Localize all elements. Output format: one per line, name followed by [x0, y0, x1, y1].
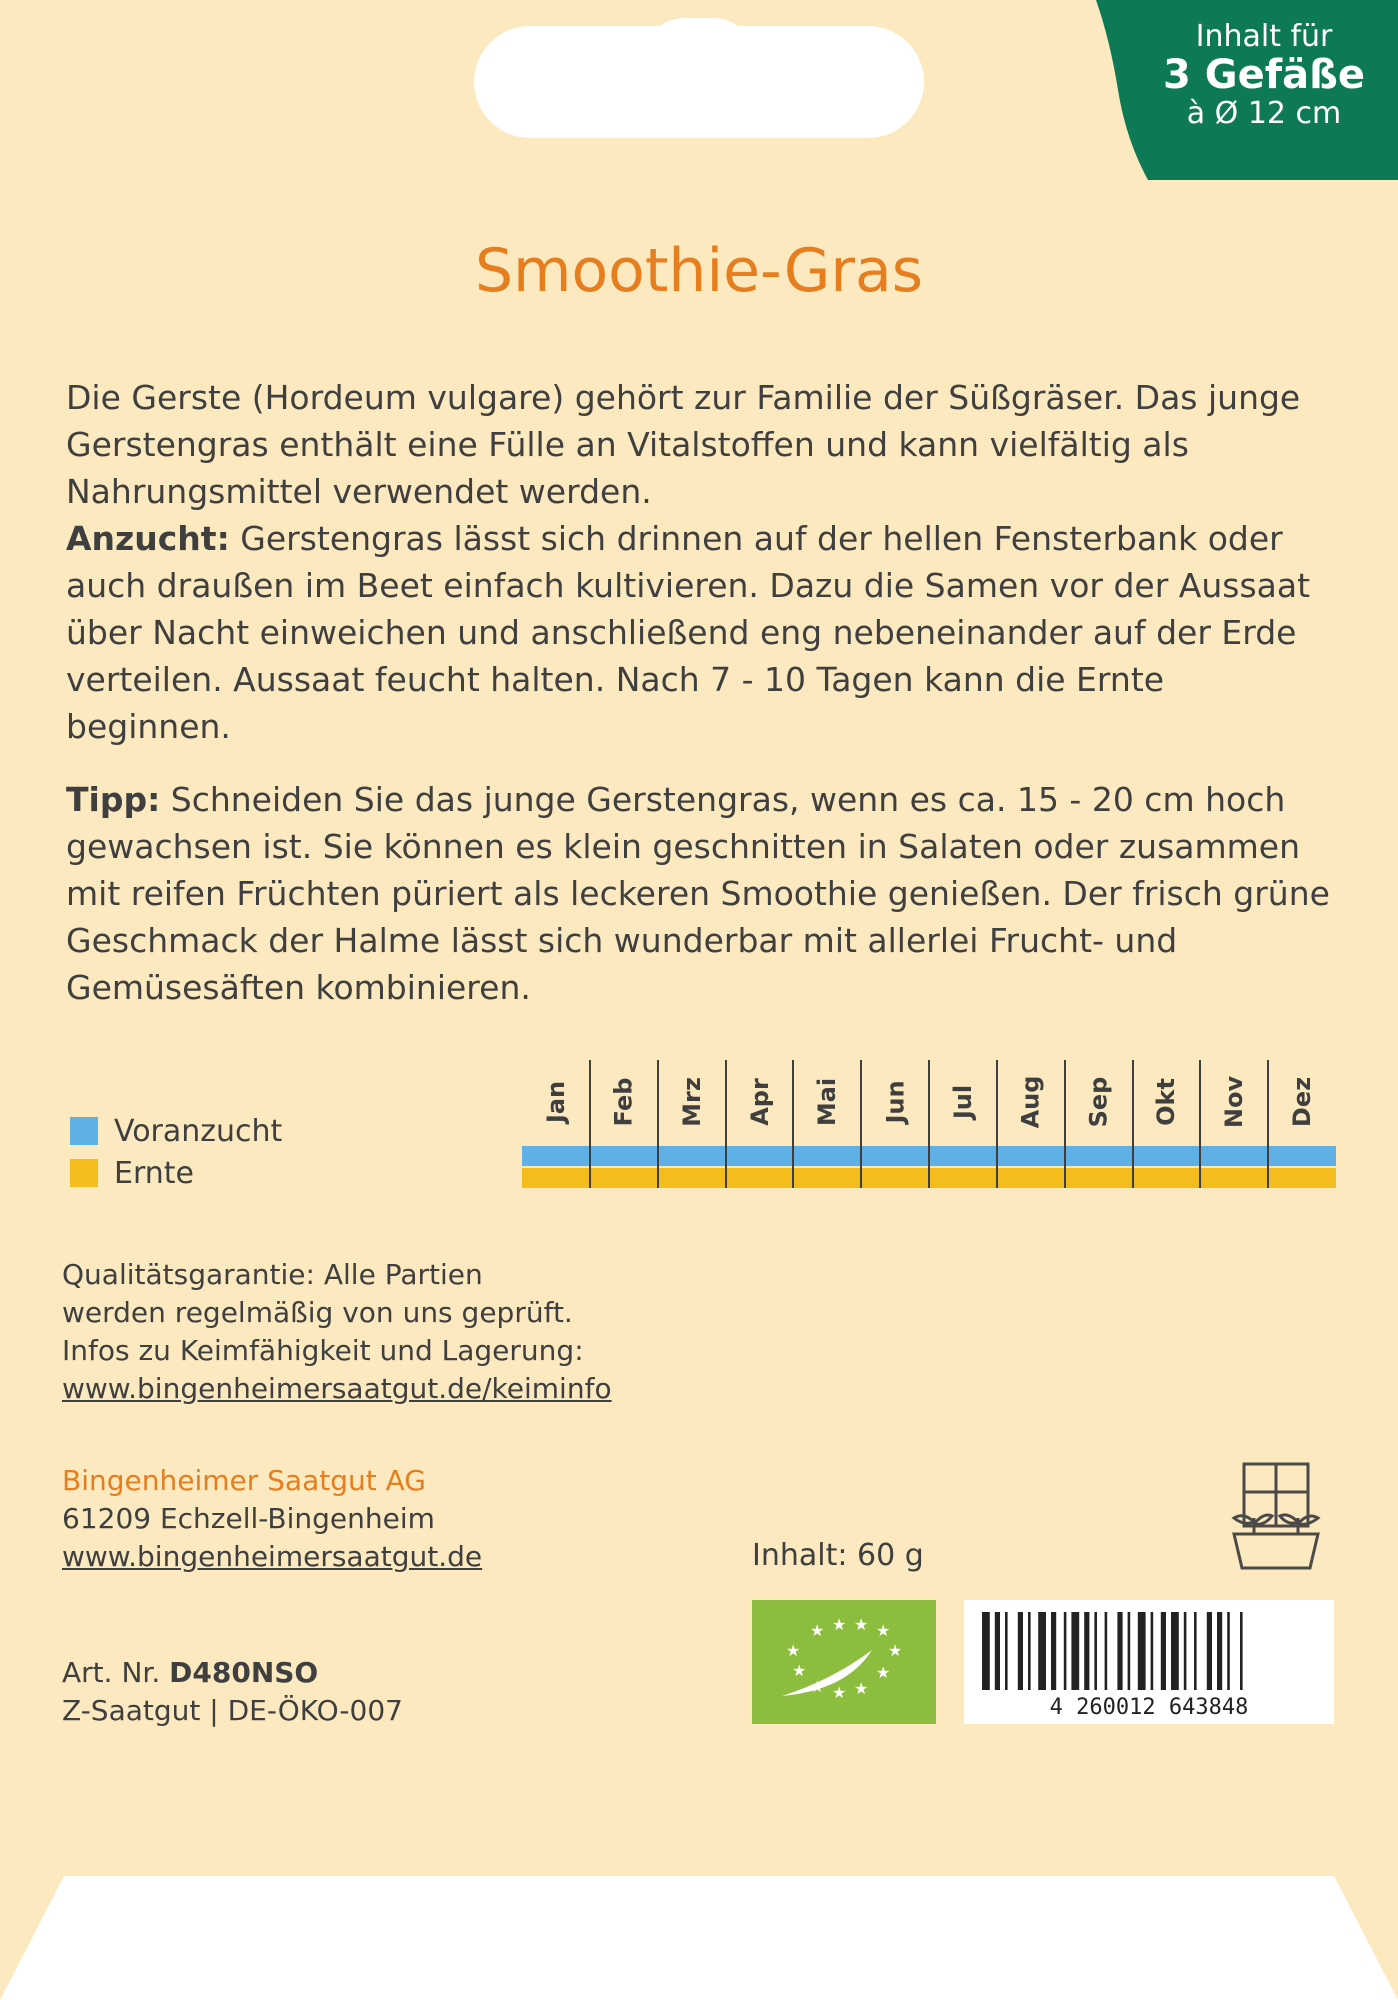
badge-line-2: 3 Gefäße	[1162, 52, 1365, 98]
quality-guarantee	[62, 1256, 612, 1408]
barcode-bar	[1051, 1612, 1056, 1690]
barcode-bar	[1071, 1612, 1079, 1690]
month-label: Jan	[541, 1080, 570, 1124]
legend-item-voranzucht	[70, 1110, 282, 1152]
legend-label: Ernte	[114, 1155, 194, 1191]
badge-line-3: à Ø 12 cm	[1186, 96, 1342, 131]
svg-text:★: ★	[792, 1661, 807, 1680]
svg-text:★: ★	[786, 1641, 801, 1660]
company-info	[62, 1462, 482, 1576]
barcode-bar	[995, 1612, 1000, 1690]
month-jan	[522, 1060, 590, 1144]
barcode-bar	[1151, 1612, 1154, 1690]
month-mai	[793, 1060, 861, 1144]
month-label: Mrz	[677, 1077, 706, 1127]
content-badge	[1130, 20, 1398, 130]
month-divider	[928, 1060, 930, 1188]
month-label: Feb	[609, 1077, 638, 1127]
month-divider	[657, 1060, 659, 1188]
svg-text:★: ★	[854, 1615, 869, 1634]
month-label: Jun	[881, 1080, 910, 1124]
certification-line: Z-Saatgut | DE-ÖKO-007	[62, 1694, 403, 1727]
month-label: Aug	[1016, 1075, 1045, 1129]
barcode-bar	[1240, 1612, 1243, 1690]
product-title: Smoothie-Gras	[474, 236, 924, 306]
barcode	[964, 1600, 1334, 1724]
voranzucht-swatch	[70, 1117, 98, 1145]
article-info	[62, 1654, 403, 1730]
month-label: Nov	[1220, 1075, 1249, 1129]
barcode-bar	[1194, 1612, 1197, 1690]
month-label: Okt	[1152, 1078, 1181, 1126]
month-feb	[590, 1060, 658, 1144]
month-divider	[1132, 1060, 1134, 1188]
month-divider	[1199, 1060, 1201, 1188]
barcode-bar	[1161, 1612, 1166, 1690]
legend-label: Voranzucht	[114, 1113, 283, 1149]
anzucht-paragraph	[66, 515, 1336, 750]
barcode-bar	[1227, 1612, 1230, 1690]
company-website-link[interactable]: www.bingenheimersaatgut.de	[62, 1540, 483, 1573]
month-label: Sep	[1084, 1076, 1113, 1128]
eu-organic-leaf-icon	[752, 1600, 936, 1724]
ernte-swatch	[70, 1159, 98, 1187]
month-okt	[1133, 1060, 1201, 1144]
barcode-bar	[1117, 1612, 1122, 1690]
barcode-bar	[1094, 1612, 1097, 1690]
barcode-bar	[1018, 1612, 1023, 1690]
month-jul	[929, 1060, 997, 1144]
month-divider	[1267, 1060, 1269, 1188]
barcode-bar	[1105, 1612, 1108, 1690]
barcode-bar	[1028, 1612, 1031, 1690]
barcode-bar	[1207, 1612, 1212, 1690]
month-divider	[1064, 1060, 1066, 1188]
month-jun	[861, 1060, 929, 1144]
month-apr	[726, 1060, 794, 1144]
tipp-paragraph	[66, 776, 1336, 1011]
svg-text:★: ★	[810, 1621, 825, 1640]
quality-line: Qualitätsgarantie: Alle Partien	[62, 1258, 483, 1291]
tipp-text: Schneiden Sie das junge Gerstengras, wenn es ca. 15 - 20 cm hoch gewachsen ist. Sie können es klein geschnitten in Salaten oder zusammen mit reifen Früchten püriert als leckeren Smoothie genießen. Der frisch grüne Geschmack der Halme lässt sich wunderbar mit allerlei Frucht- und Gemüsesäften kombinieren.	[66, 780, 1330, 1007]
intro-paragraph: Die Gerste (Hordeum vulgare) gehört zur Familie der Süßgräser. Das junge Gerstengras enthält eine Fülle an Vitalstoffen und kann vielfältig als Nahrungsmittel verwendet werden.	[66, 378, 1301, 511]
hang-hole	[474, 26, 924, 138]
keiminfo-link[interactable]: www.bingenheimersaatgut.de/keiminfo	[62, 1372, 612, 1405]
article-number-line	[62, 1654, 403, 1692]
month-divider	[792, 1060, 794, 1188]
barcode-bar	[1084, 1612, 1089, 1690]
barcode-bar	[1005, 1612, 1008, 1690]
calendar-legend	[70, 1110, 282, 1194]
month-aug	[997, 1060, 1065, 1144]
svg-text:★: ★	[876, 1663, 891, 1682]
barcode-bar	[1184, 1612, 1187, 1690]
month-label: Apr	[745, 1078, 774, 1126]
windowsill-plant-icon	[1224, 1462, 1328, 1572]
anzucht-text: Gerstengras lässt sich drinnen auf der hellen Fensterbank oder auch draußen im Beet einfach kultivieren. Dazu die Samen vor der Aussaat über Nacht einweichen und anschließend eng nebeneinander auf der Erde verteilen. Aussaat feucht halten. Nach 7 - 10 Tagen kann die Ernte beginnen.	[66, 519, 1311, 746]
svg-text:★: ★	[832, 1683, 847, 1702]
barcode-bar	[982, 1612, 990, 1690]
svg-text:★: ★	[876, 1621, 891, 1640]
month-nov	[1200, 1060, 1268, 1144]
bottom-cut-edge	[0, 1876, 1398, 2000]
month-divider	[996, 1060, 998, 1188]
article-number: D480NSO	[169, 1656, 319, 1689]
month-sep	[1065, 1060, 1133, 1144]
legend-item-ernte	[70, 1152, 282, 1194]
month-dez	[1268, 1060, 1336, 1144]
svg-text:★: ★	[854, 1679, 869, 1698]
svg-text:★: ★	[888, 1641, 903, 1660]
sowing-calendar	[522, 1060, 1336, 1190]
company-name: Bingenheimer Saatgut AG	[62, 1464, 426, 1497]
month-divider	[589, 1060, 591, 1188]
month-mrz	[658, 1060, 726, 1144]
barcode-bar	[1171, 1612, 1179, 1690]
quality-line: werden regelmäßig von uns geprüft.	[62, 1296, 573, 1329]
barcode-bar	[1128, 1612, 1131, 1690]
month-divider	[860, 1060, 862, 1188]
anzucht-label: Anzucht:	[66, 519, 230, 558]
badge-line-1: Inhalt für	[1195, 19, 1333, 54]
barcode-bar	[1217, 1612, 1222, 1690]
month-label: Jul	[948, 1084, 977, 1120]
barcode-bar	[1038, 1612, 1046, 1690]
month-label: Dez	[1288, 1076, 1317, 1128]
barcode-bar	[1138, 1612, 1146, 1690]
month-label: Mai	[813, 1077, 842, 1127]
content-weight: Inhalt: 60 g	[752, 1538, 924, 1573]
quality-line: Infos zu Keimfähigkeit und Lagerung:	[62, 1334, 584, 1367]
tipp-label: Tipp:	[66, 780, 161, 819]
month-divider	[725, 1060, 727, 1188]
barcode-digits: 4 260012 643848	[1049, 1695, 1249, 1720]
svg-text:★: ★	[832, 1615, 847, 1634]
barcode-bar	[1064, 1612, 1067, 1690]
company-address: 61209 Echzell-Bingenheim	[62, 1502, 435, 1535]
article-prefix: Art. Nr.	[62, 1656, 170, 1689]
